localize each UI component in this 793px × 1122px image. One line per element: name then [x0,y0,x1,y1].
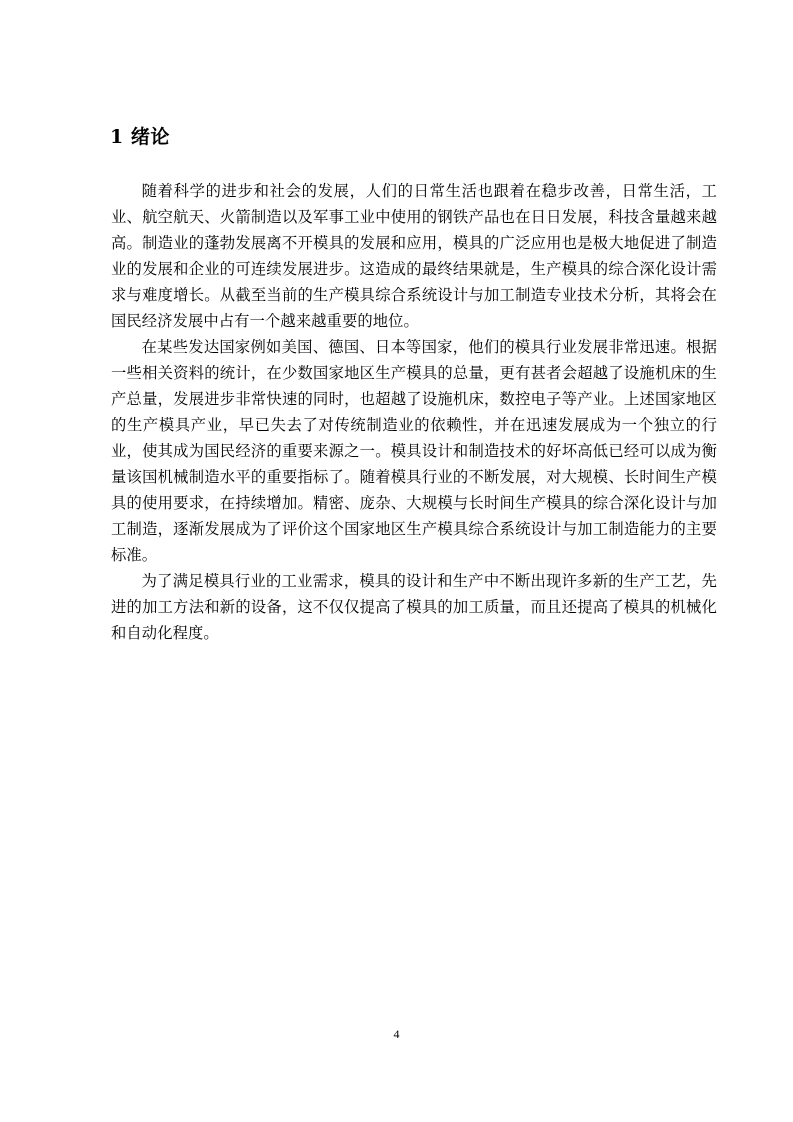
section-heading: 1 绪论 [110,126,170,148]
body-text [111,178,717,646]
paragraph-1: 随着科学的进步和社会的发展，人们的日常生活也跟着在稳步改善，日常生活，工业、航空航天、火箭制造以及军事工业中使用的钢铁产品也在日日发展，科技含量越来越高。制造业的蓬勃发展离不开模具的发展和应用，模具的广泛应用也是极大地促进了制造业的发展和企业的可连续发展进步。这造成的最终结果就是，生产模具的综合深化设计需求与难度增长。从截至当前的生产模具综合系统设计与加工制造专业技术分析，其将会在国民经济发展中占有一个越来越重要的地位。 [111,182,717,330]
page-number: 4 [393,1027,400,1041]
paragraph-2: 在某些发达国家例如美国、德国、日本等国家，他们的模具行业发展非常迅速。根据一些相关资料的统计，在少数国家地区生产模具的总量，更有甚者会超越了设施机床的生产总量，发展进步非常快速的同时，也超越了设施机床，数控电子等产业。上述国家地区的生产模具产业，早已失去了对传统制造业的依赖性，并在迅速发展成为一个独立的行业，使其成为国民经济的重要来源之一。模具设计和制造技术的好坏高低已经可以成为衡量该国机械制造水平的重要指标了。随着模具行业的不断发展，对大规模、长时间生产模具的使用要求，在持续增加。精密、庞杂、大规模与长时间生产模具的综合深化设计与加工制造，逐渐发展成为了评价这个国家地区生产模具综合系统设计与加工制造能力的主要标准。 [111,338,717,564]
paragraph-3: 为了满足模具行业的工业需求，模具的设计和生产中不断出现许多新的生产工艺，先进的加工方法和新的设备，这不仅仅提高了模具的加工质量，而且还提高了模具的机械化和自动化程度。 [111,572,717,642]
